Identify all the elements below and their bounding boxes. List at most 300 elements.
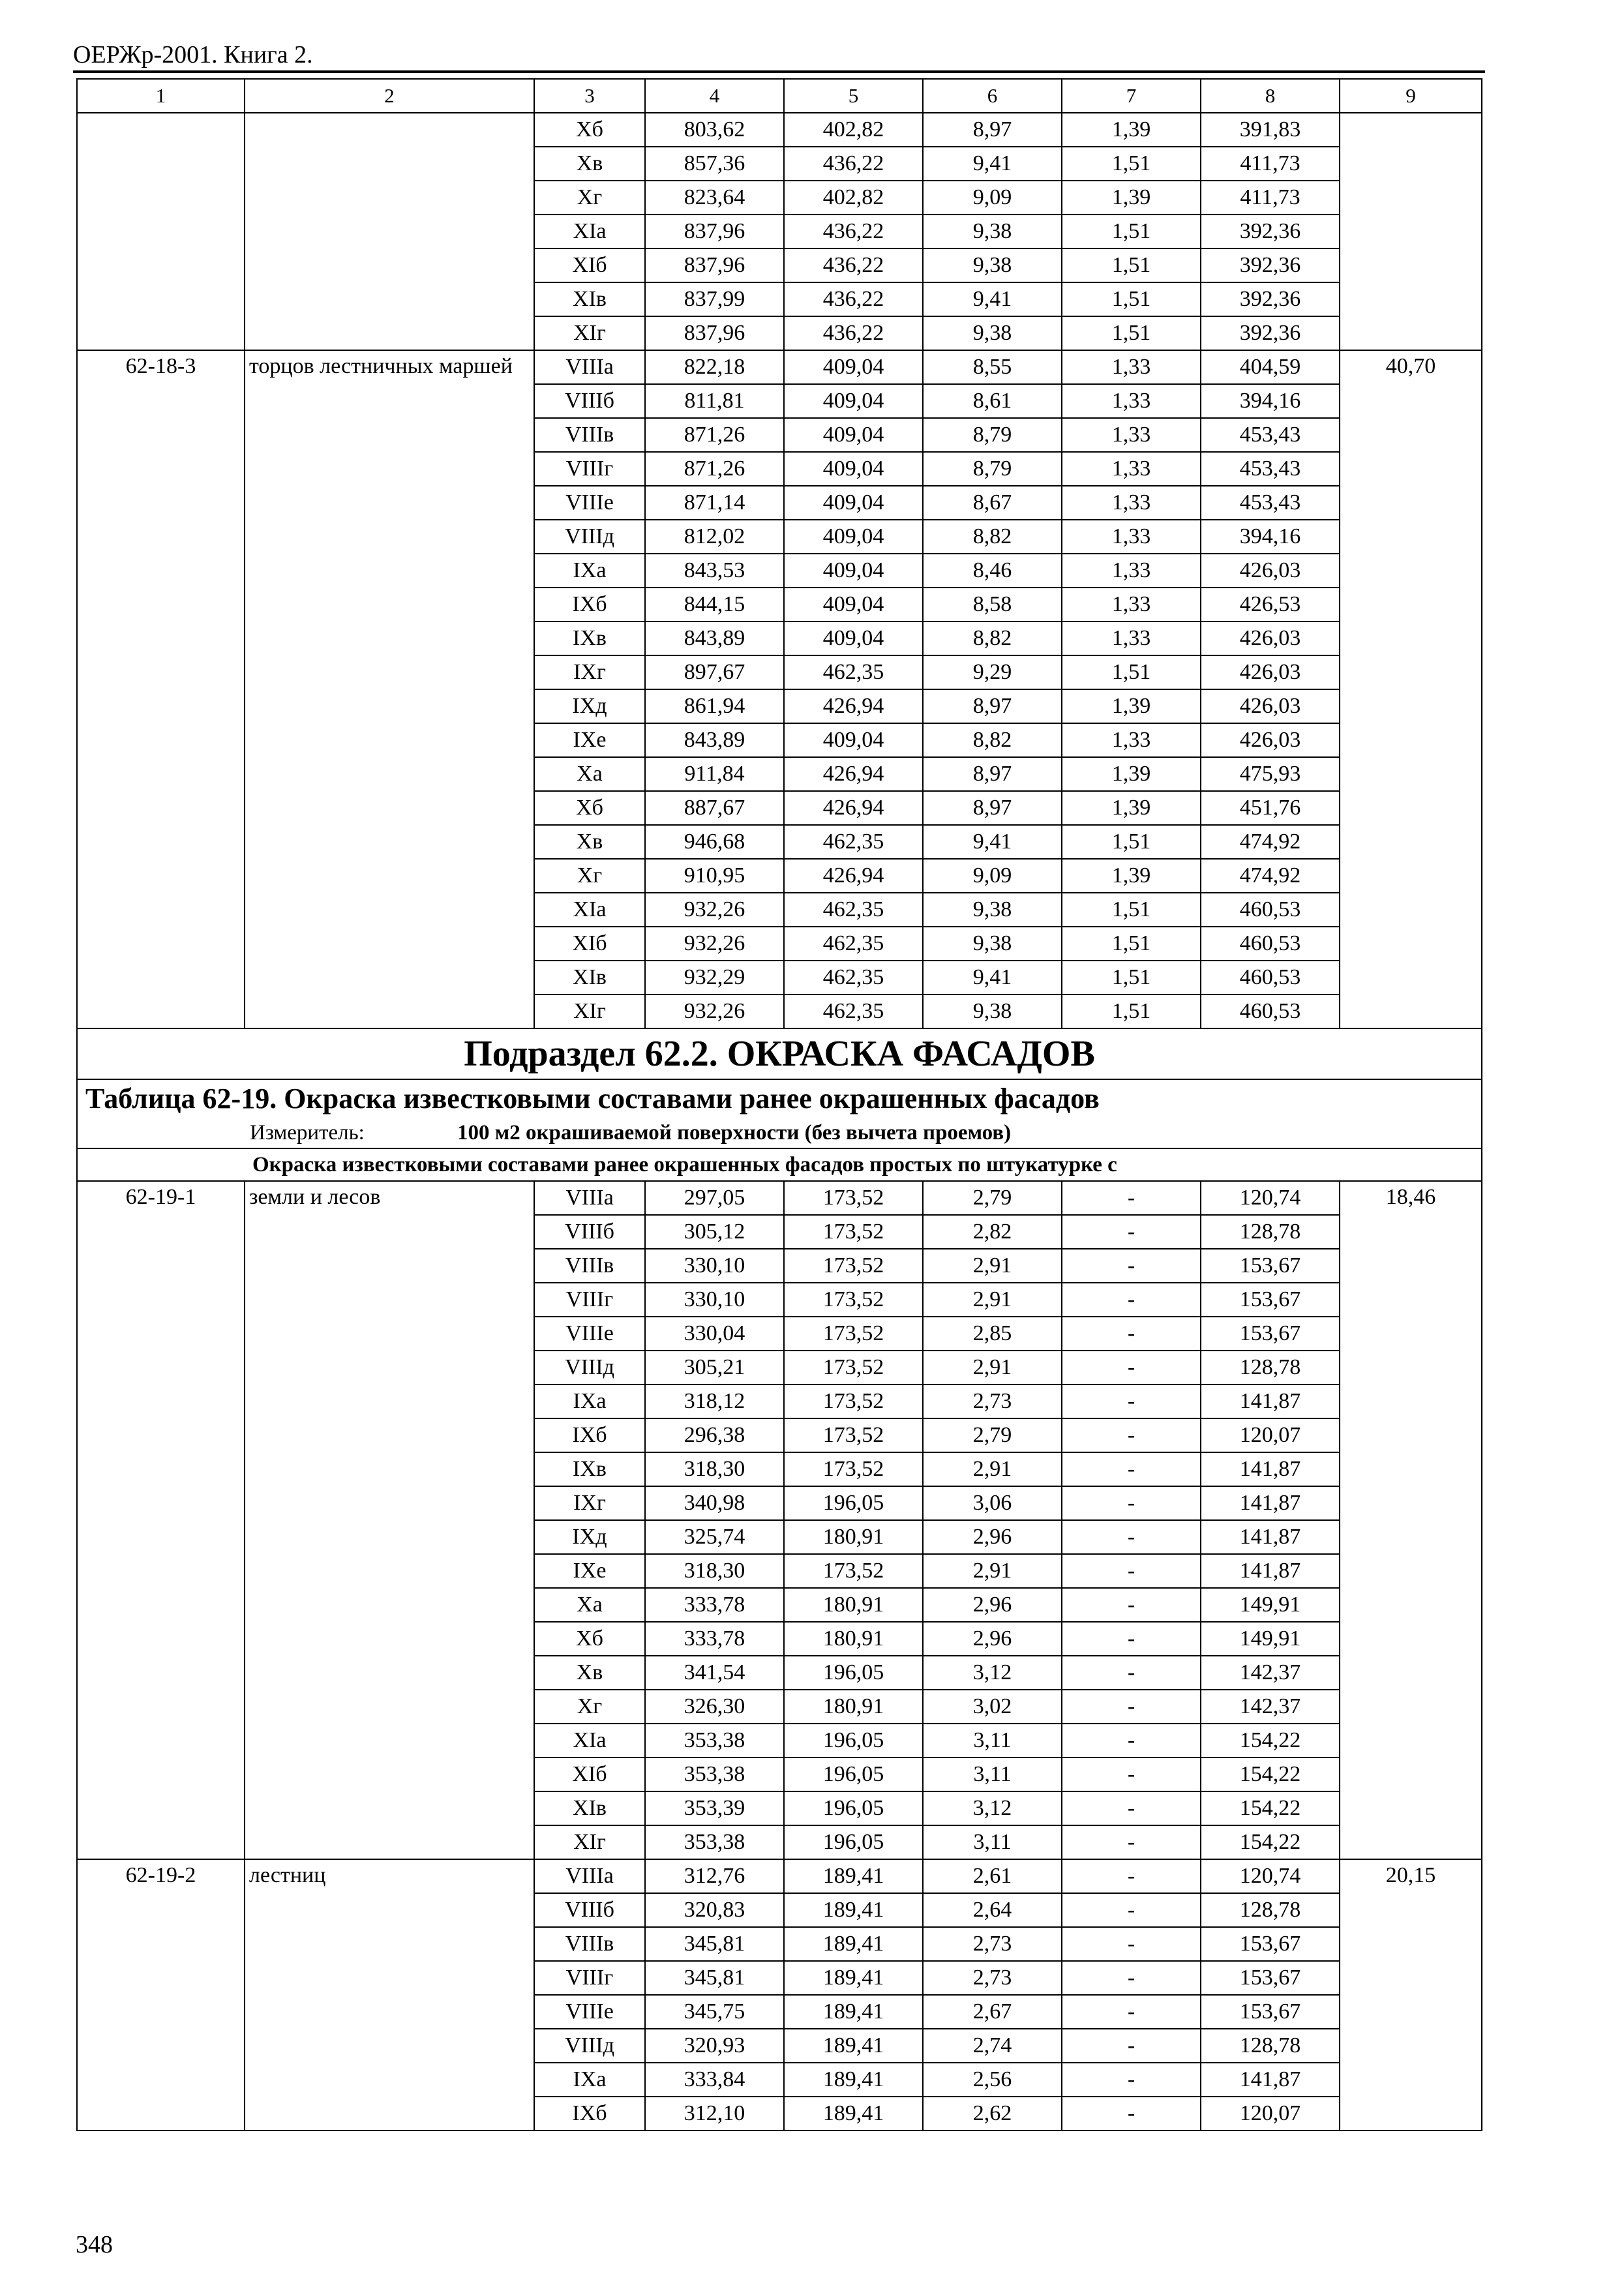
table-cell: VIIIа (534, 1859, 645, 1893)
table-cell: 2,96 (923, 1622, 1062, 1656)
table-cell: 474,92 (1201, 859, 1340, 893)
table-cell: 409,04 (784, 588, 923, 621)
table-cell: 2,79 (923, 1418, 1062, 1452)
table-cell: 426,94 (784, 791, 923, 825)
table-cell: 120,74 (1201, 1181, 1340, 1215)
table-cell: 120,74 (1201, 1859, 1340, 1893)
table-cell: 141,87 (1201, 1384, 1340, 1418)
table-cell: 426,94 (784, 757, 923, 791)
table-cell: 180,91 (784, 1520, 923, 1554)
table-cell: 426,94 (784, 689, 923, 723)
table-cell: - (1062, 1656, 1201, 1690)
table-cell: 196,05 (784, 1758, 923, 1791)
table-cell: 462,35 (784, 655, 923, 689)
table-cell: 2,73 (923, 1927, 1062, 1961)
table-cell: 141,87 (1201, 1520, 1340, 1554)
table-cell: VIIIд (534, 520, 645, 554)
table-cell: 1,33 (1062, 350, 1201, 384)
table-cell: 173,52 (784, 1215, 923, 1249)
table-cell: XIв (534, 282, 645, 316)
table-cell: 333,78 (645, 1588, 784, 1622)
table-cell: 180,91 (784, 1588, 923, 1622)
table-cell: Xб (534, 1622, 645, 1656)
table-cell: 2,91 (923, 1351, 1062, 1384)
table-cell: 154,22 (1201, 1724, 1340, 1758)
table-cell: XIб (534, 248, 645, 282)
table-cell: 153,67 (1201, 1249, 1340, 1283)
table-cell: VIIIе (534, 1317, 645, 1351)
table-cell: 330,10 (645, 1249, 784, 1283)
table-cell: 3,12 (923, 1656, 1062, 1690)
table-cell: 803,62 (645, 113, 784, 147)
table-row (77, 350, 1482, 384)
table-cell: 8,67 (923, 486, 1062, 520)
table-cell: - (1062, 1384, 1201, 1418)
table-cell: - (1062, 1486, 1201, 1520)
table-cell: 1,39 (1062, 113, 1201, 147)
table-cell: - (1062, 1181, 1201, 1215)
table-cell: VIIIа (534, 1181, 645, 1215)
column-9-value: 40,70 (1340, 350, 1482, 1028)
table-cell: IXб (534, 1418, 645, 1452)
table-cell: 149,91 (1201, 1588, 1340, 1622)
table-cell: 460,53 (1201, 961, 1340, 995)
table-cell: 453,43 (1201, 486, 1340, 520)
table-cell: IXа (534, 2063, 645, 2097)
table-cell: 411,73 (1201, 147, 1340, 181)
table-cell: 8,97 (923, 757, 1062, 791)
table-cell: 2,73 (923, 1961, 1062, 1995)
table-cell: 318,30 (645, 1554, 784, 1588)
table-cell: 871,14 (645, 486, 784, 520)
table-cell: 320,93 (645, 2029, 784, 2063)
table-cell: 173,52 (784, 1418, 923, 1452)
table-cell: VIIIа (534, 350, 645, 384)
column-number: 2 (245, 79, 534, 113)
table-cell: 812,02 (645, 520, 784, 554)
column-number: 3 (534, 79, 645, 113)
table-cell: 189,41 (784, 1927, 923, 1961)
table-cell: 409,04 (784, 418, 923, 452)
table-cell: 837,99 (645, 282, 784, 316)
table-cell: - (1062, 1351, 1201, 1384)
table-cell: 326,30 (645, 1690, 784, 1724)
table-cell: 154,22 (1201, 1791, 1340, 1825)
table-cell: - (1062, 1893, 1201, 1927)
table-row (77, 113, 1482, 147)
table-cell: 2,91 (923, 1249, 1062, 1283)
table-cell: 330,10 (645, 1283, 784, 1317)
table-cell: 353,39 (645, 1791, 784, 1825)
column-9-value: 20,15 (1340, 1859, 1482, 2131)
table-cell: - (1062, 1554, 1201, 1588)
table-cell: 189,41 (784, 1893, 923, 1927)
table-cell: 857,36 (645, 147, 784, 181)
table-cell: 1,33 (1062, 452, 1201, 486)
table-cell: - (1062, 1825, 1201, 1859)
measure-cell (77, 1118, 1482, 1148)
table-cell: VIIIе (534, 1995, 645, 2029)
table-cell: IXв (534, 621, 645, 655)
table-cell: 1,51 (1062, 248, 1201, 282)
table-cell: 8,58 (923, 588, 1062, 621)
table-cell: 2,64 (923, 1893, 1062, 1927)
column-9-value (1340, 113, 1482, 350)
table-cell: 1,39 (1062, 791, 1201, 825)
measure-label: Измеритель: (250, 1121, 365, 1144)
table-cell: 345,81 (645, 1927, 784, 1961)
table-cell: 1,33 (1062, 723, 1201, 757)
table-cell: 1,33 (1062, 486, 1201, 520)
table-cell: 2,56 (923, 2063, 1062, 2097)
table-cell: 411,73 (1201, 181, 1340, 215)
table-cell: 8,97 (923, 791, 1062, 825)
table-cell: 189,41 (784, 1995, 923, 2029)
table-cell: 409,04 (784, 554, 923, 588)
table-cell: 402,82 (784, 113, 923, 147)
table-cell: 173,52 (784, 1351, 923, 1384)
table-cell: 1,33 (1062, 588, 1201, 621)
table-cell: VIIIг (534, 1961, 645, 1995)
table-cell: 932,26 (645, 927, 784, 961)
table-cell: 153,67 (1201, 1283, 1340, 1317)
table-cell: 843,53 (645, 554, 784, 588)
table-cell: 911,84 (645, 757, 784, 791)
table-cell: 196,05 (784, 1791, 923, 1825)
table-cell: - (1062, 1724, 1201, 1758)
table-cell: 173,52 (784, 1554, 923, 1588)
table-cell: 453,43 (1201, 452, 1340, 486)
table-cell: 1,33 (1062, 554, 1201, 588)
table-cell: 436,22 (784, 147, 923, 181)
table-cell: 340,98 (645, 1486, 784, 1520)
table-cell: IXб (534, 588, 645, 621)
column-number: 7 (1062, 79, 1201, 113)
table-cell: Xв (534, 825, 645, 859)
running-title: ОЕРЖр-2001. Книга 2. (73, 41, 313, 68)
table-cell: 426,03 (1201, 554, 1340, 588)
table-cell: 462,35 (784, 893, 923, 927)
table-cell: 436,22 (784, 282, 923, 316)
table-cell: XIа (534, 1724, 645, 1758)
table-cell: XIг (534, 1825, 645, 1859)
table-cell: 8,61 (923, 384, 1062, 418)
table-cell: 409,04 (784, 621, 923, 655)
table-cell: 2,74 (923, 2029, 1062, 2063)
subsection-row (77, 1028, 1482, 1079)
table-cell: 141,87 (1201, 1486, 1340, 1520)
table-cell: 189,41 (784, 1859, 923, 1893)
table-title: Таблица 62-19. Окраска известковыми составами ранее окрашенных фасадов (77, 1079, 1482, 1118)
table-cell: 8,82 (923, 621, 1062, 655)
table-cell: 9,29 (923, 655, 1062, 689)
table-cell: 932,29 (645, 961, 784, 995)
page-number: 348 (76, 2231, 113, 2258)
table-cell: 196,05 (784, 1656, 923, 1690)
table-cell: 153,67 (1201, 1961, 1340, 1995)
table-cell: IXе (534, 723, 645, 757)
table-cell: IXб (534, 2097, 645, 2131)
table-cell: 341,54 (645, 1656, 784, 1690)
table-cell: 141,87 (1201, 1452, 1340, 1486)
table-cell: - (1062, 1859, 1201, 1893)
table-cell: XIг (534, 995, 645, 1028)
table-cell: VIIIб (534, 384, 645, 418)
table-cell: 120,07 (1201, 2097, 1340, 2131)
group-header: Окраска известковыми составами ранее окрашенных фасадов простых по штукатурке с (77, 1148, 1482, 1181)
table-cell: VIIIв (534, 418, 645, 452)
table-cell: 392,36 (1201, 215, 1340, 248)
table-title-row (77, 1079, 1482, 1118)
table-cell: 128,78 (1201, 1893, 1340, 1927)
table-cell: 402,82 (784, 181, 923, 215)
table-cell: - (1062, 1758, 1201, 1791)
table-cell: 474,92 (1201, 825, 1340, 859)
table-cell: 409,04 (784, 520, 923, 554)
table-cell: 173,52 (784, 1384, 923, 1418)
price-table (76, 78, 1482, 2131)
table-cell: 9,38 (923, 893, 1062, 927)
table-cell: VIIIб (534, 1215, 645, 1249)
table-cell: 426,03 (1201, 655, 1340, 689)
table-cell: Xв (534, 1656, 645, 1690)
table-cell: 3,11 (923, 1724, 1062, 1758)
table-cell: 297,05 (645, 1181, 784, 1215)
table-cell: 451,76 (1201, 791, 1340, 825)
column-number: 1 (77, 79, 245, 113)
table-cell: 196,05 (784, 1825, 923, 1859)
table-cell: - (1062, 1249, 1201, 1283)
table-cell: 1,51 (1062, 927, 1201, 961)
table-cell: IXд (534, 689, 645, 723)
table-cell: 1,33 (1062, 520, 1201, 554)
table-cell: 392,36 (1201, 248, 1340, 282)
table-cell: IXг (534, 1486, 645, 1520)
table-cell: - (1062, 2029, 1201, 2063)
table-cell: 1,51 (1062, 316, 1201, 350)
table-cell: 3,11 (923, 1825, 1062, 1859)
table-cell: 196,05 (784, 1724, 923, 1758)
table-cell: 843,89 (645, 621, 784, 655)
measure-row (77, 1118, 1482, 1148)
table-cell: - (1062, 2063, 1201, 2097)
table-cell: 1,51 (1062, 825, 1201, 859)
column-number: 5 (784, 79, 923, 113)
measure-value: 100 м2 окрашиваемой поверхности (без вычета проемов) (457, 1121, 1012, 1144)
table-cell: 2,82 (923, 1215, 1062, 1249)
table-cell: IXг (534, 655, 645, 689)
table-cell: 897,67 (645, 655, 784, 689)
table-cell: 837,96 (645, 316, 784, 350)
table-cell: 409,04 (784, 350, 923, 384)
table-row (77, 1859, 1482, 1893)
work-name: земли и лесов (245, 1181, 534, 1859)
table-cell: 154,22 (1201, 1758, 1340, 1791)
table-cell: 8,82 (923, 520, 1062, 554)
table-cell: 837,96 (645, 248, 784, 282)
table-cell: 426,03 (1201, 621, 1340, 655)
table-cell: - (1062, 1418, 1201, 1452)
table-cell: 9,41 (923, 147, 1062, 181)
column-number: 6 (923, 79, 1062, 113)
table-cell: 153,67 (1201, 1927, 1340, 1961)
table-cell: 426,03 (1201, 689, 1340, 723)
table-cell: 180,91 (784, 1690, 923, 1724)
group-header-row (77, 1148, 1482, 1181)
table-cell: 9,41 (923, 825, 1062, 859)
table-cell: 180,91 (784, 1622, 923, 1656)
table-cell: VIIIг (534, 1283, 645, 1317)
table-cell: 404,59 (1201, 350, 1340, 384)
table-cell: 460,53 (1201, 893, 1340, 927)
table-cell: IXе (534, 1554, 645, 1588)
table-cell: 1,51 (1062, 655, 1201, 689)
table-cell: - (1062, 1791, 1201, 1825)
table-cell: IXв (534, 1452, 645, 1486)
table-cell: 946,68 (645, 825, 784, 859)
table-cell: 120,07 (1201, 1418, 1340, 1452)
table-cell: VIIIб (534, 1893, 645, 1927)
table-cell: 9,38 (923, 248, 1062, 282)
table-cell: - (1062, 2097, 1201, 2131)
table-cell: 426,94 (784, 859, 923, 893)
table-cell: 1,33 (1062, 384, 1201, 418)
table-cell: 861,94 (645, 689, 784, 723)
rate-code: 62-19-1 (77, 1181, 245, 1859)
table-cell: 330,04 (645, 1317, 784, 1351)
table-cell: 318,12 (645, 1384, 784, 1418)
column-number: 8 (1201, 79, 1340, 113)
table-cell: 345,75 (645, 1995, 784, 2029)
table-cell: 141,87 (1201, 2063, 1340, 2097)
table-cell: 392,36 (1201, 316, 1340, 350)
rate-code: 62-18-3 (77, 350, 245, 1028)
table-cell: 1,51 (1062, 215, 1201, 248)
table-cell: 409,04 (784, 384, 923, 418)
table-cell: 3,06 (923, 1486, 1062, 1520)
table-cell: 1,39 (1062, 859, 1201, 893)
table-cell: 1,51 (1062, 961, 1201, 995)
table-cell: 153,67 (1201, 1995, 1340, 2029)
table-cell: 932,26 (645, 893, 784, 927)
table-cell: 822,18 (645, 350, 784, 384)
work-name (245, 113, 534, 350)
table-cell: 173,52 (784, 1452, 923, 1486)
table-cell: 436,22 (784, 316, 923, 350)
table-cell: 3,02 (923, 1690, 1062, 1724)
table-cell: 436,22 (784, 248, 923, 282)
table-cell: XIг (534, 316, 645, 350)
table-cell: 320,83 (645, 1893, 784, 1927)
subsection-title: Подраздел 62.2. ОКРАСКА ФАСАДОВ (77, 1028, 1482, 1079)
table-cell: 333,78 (645, 1622, 784, 1656)
table-cell: 462,35 (784, 825, 923, 859)
table-cell: 475,93 (1201, 757, 1340, 791)
table-cell: Xа (534, 757, 645, 791)
table-cell: 2,91 (923, 1283, 1062, 1317)
table-cell: - (1062, 1588, 1201, 1622)
table-cell: 8,46 (923, 554, 1062, 588)
table-cell: 8,82 (923, 723, 1062, 757)
table-cell: 173,52 (784, 1249, 923, 1283)
table-cell: 1,39 (1062, 689, 1201, 723)
table-cell: 462,35 (784, 995, 923, 1028)
table-cell: 1,39 (1062, 757, 1201, 791)
table-cell: Xа (534, 1588, 645, 1622)
table-cell: XIв (534, 961, 645, 995)
table-cell: XIб (534, 1758, 645, 1791)
table-cell: 318,30 (645, 1452, 784, 1486)
table-cell: 9,41 (923, 282, 1062, 316)
table-cell: 141,87 (1201, 1554, 1340, 1588)
table-cell: 154,22 (1201, 1825, 1340, 1859)
table-cell: 173,52 (784, 1181, 923, 1215)
table-cell: 8,97 (923, 113, 1062, 147)
table-cell: Xг (534, 859, 645, 893)
table-cell: 312,10 (645, 2097, 784, 2131)
table-cell: 128,78 (1201, 1351, 1340, 1384)
table-cell: 142,37 (1201, 1690, 1340, 1724)
column-number: 4 (645, 79, 784, 113)
table-cell: - (1062, 1452, 1201, 1486)
table-cell: 409,04 (784, 486, 923, 520)
table-cell: 9,38 (923, 215, 1062, 248)
table-cell: 837,96 (645, 215, 784, 248)
table-cell: 409,04 (784, 452, 923, 486)
table-cell: 8,79 (923, 418, 1062, 452)
table-cell: 128,78 (1201, 1215, 1340, 1249)
table-cell: 9,38 (923, 316, 1062, 350)
table-cell: 462,35 (784, 927, 923, 961)
table-cell: 409,04 (784, 723, 923, 757)
table-cell: 296,38 (645, 1418, 784, 1452)
table-cell: - (1062, 1927, 1201, 1961)
table-cell: 2,61 (923, 1859, 1062, 1893)
table-cell: 305,12 (645, 1215, 784, 1249)
table-cell: 2,79 (923, 1181, 1062, 1215)
table-cell: 1,39 (1062, 181, 1201, 215)
table-cell: VIIIг (534, 452, 645, 486)
table-cell: 173,52 (784, 1283, 923, 1317)
table-cell: 1,33 (1062, 621, 1201, 655)
table-cell: 460,53 (1201, 995, 1340, 1028)
table-cell: - (1062, 1995, 1201, 2029)
table-cell: 2,96 (923, 1520, 1062, 1554)
table-cell: 1,51 (1062, 282, 1201, 316)
table-cell: - (1062, 1283, 1201, 1317)
table-cell: Xб (534, 791, 645, 825)
table-cell: IXа (534, 1384, 645, 1418)
table-cell: 394,16 (1201, 384, 1340, 418)
table-cell: 153,67 (1201, 1317, 1340, 1351)
table-cell: - (1062, 1317, 1201, 1351)
table-cell: 8,79 (923, 452, 1062, 486)
table-cell: 871,26 (645, 452, 784, 486)
table-cell: 436,22 (784, 215, 923, 248)
table-cell: 391,83 (1201, 113, 1340, 147)
table-cell: 887,67 (645, 791, 784, 825)
table-cell: - (1062, 1622, 1201, 1656)
table-cell: 189,41 (784, 2029, 923, 2063)
table-cell: 8,55 (923, 350, 1062, 384)
table-cell: 460,53 (1201, 927, 1340, 961)
table-cell: - (1062, 1690, 1201, 1724)
column-9-value: 18,46 (1340, 1181, 1482, 1859)
table-cell: - (1062, 1215, 1201, 1249)
table-cell: 811,81 (645, 384, 784, 418)
table-cell: 142,37 (1201, 1656, 1340, 1690)
table-cell: 189,41 (784, 2097, 923, 2131)
